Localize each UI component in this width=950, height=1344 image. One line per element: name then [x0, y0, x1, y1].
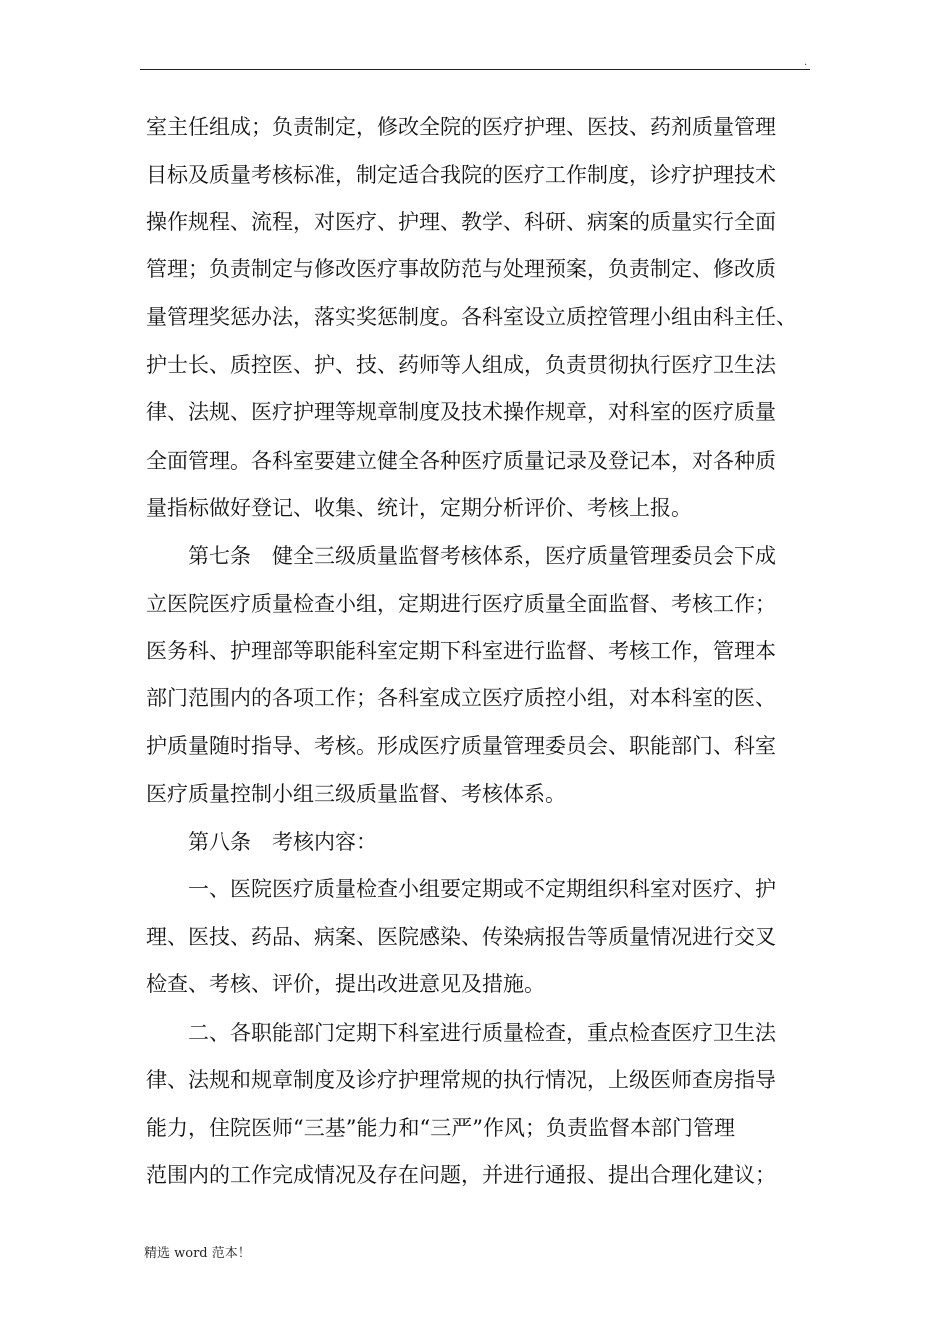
body-line-text: 理、医技、药品、病案、医院感染、传染病报告等质量情况进行交叉	[146, 925, 776, 949]
body-line	[0, 541, 950, 571]
body-line-text: 室主任组成；负责制定，修改全院的医疗护理、医技、药剂质量管理	[146, 115, 776, 139]
body-line	[0, 874, 950, 904]
body-line	[0, 1018, 950, 1048]
body-line	[0, 1113, 950, 1143]
body-line-text: 律、法规和规章制度及诊疗护理常规的执行情况，上级医师查房指导	[146, 1068, 776, 1092]
body-line-text: 量管理奖惩办法，落实奖惩制度。各科室设立质控管理小组由科主任、	[146, 305, 797, 329]
body-line-text: 全面管理。各科室要建立健全各种医疗质量记录及登记本，对各种质	[146, 449, 776, 473]
body-line-text: 医疗质量控制小组三级质量监督、考核体系。	[146, 782, 566, 806]
body-line-text: 立医院医疗质量检查小组，定期进行医疗质量全面监督、考核工作；	[146, 592, 776, 616]
body-line	[0, 254, 950, 284]
body-line-text: 目标及质量考核标准，制定适合我院的医疗工作制度，诊疗护理技术	[146, 163, 776, 187]
body-line-text: 操作规程、流程，对医疗、护理、教学、科研、病案的质量实行全面	[146, 210, 776, 234]
body-line	[0, 160, 950, 190]
body-line	[0, 779, 950, 809]
body-line	[0, 683, 950, 713]
body-line	[0, 827, 950, 857]
body-line-text: 护士长、质控医、护、技、药师等人组成，负责贯彻执行医疗卫生法	[146, 353, 776, 377]
body-line	[0, 731, 950, 761]
body-line-text: 律、法规、医疗护理等规章制度及技术操作规章，对科室的医疗质量	[146, 400, 776, 424]
body-line-text: 二、各职能部门定期下科室进行质量检查，重点检查医疗卫生法	[188, 1021, 776, 1045]
body-line-text: 管理；负责制定与修改医疗事故防范与处理预案，负责制定、修改质	[146, 257, 776, 281]
body-line	[0, 589, 950, 619]
body-line	[0, 922, 950, 952]
body-line-text: 量指标做好登记、收集、统计，定期分析评价、考核上报。	[146, 496, 692, 520]
body-line	[0, 207, 950, 237]
body-line-text: 能力，住院医师“三基”能力和“三严”作风；负责监督本部门管理	[146, 1116, 735, 1140]
body-line-text: 部门范围内的各项工作；各科室成立医疗质控小组，对本科室的医、	[146, 686, 776, 710]
body-line-text: 检查、考核、评价，提出改进意见及措施。	[146, 972, 545, 996]
article-heading-7: 第七条 健全三级质量监督考核体系，医疗质量管理委员会下成	[188, 544, 776, 568]
body-line	[0, 350, 950, 380]
header-dot: .	[804, 57, 808, 68]
body-line	[0, 1065, 950, 1095]
header-rule	[140, 69, 810, 70]
body-line	[0, 1160, 950, 1190]
body-line	[0, 446, 950, 476]
body-line-text: 一、医院医疗质量检查小组要定期或不定期组织科室对医疗、护	[188, 877, 776, 901]
body-line	[0, 969, 950, 999]
article-heading-8: 第八条 考核内容：	[188, 830, 377, 854]
footer-note: 精选 word 范本！	[144, 1246, 251, 1261]
body-line	[0, 493, 950, 523]
body-line	[0, 112, 950, 142]
body-line	[0, 636, 950, 666]
body-line	[0, 397, 950, 427]
body-line-text: 医务科、护理部等职能科室定期下科室进行监督、考核工作，管理本	[146, 639, 776, 663]
body-line-text: 护质量随时指导、考核。形成医疗质量管理委员会、职能部门、科室	[146, 734, 776, 758]
body-line	[0, 302, 950, 332]
body-line-text: 范围内的工作完成情况及存在问题，并进行通报、提出合理化建议；	[146, 1163, 776, 1187]
